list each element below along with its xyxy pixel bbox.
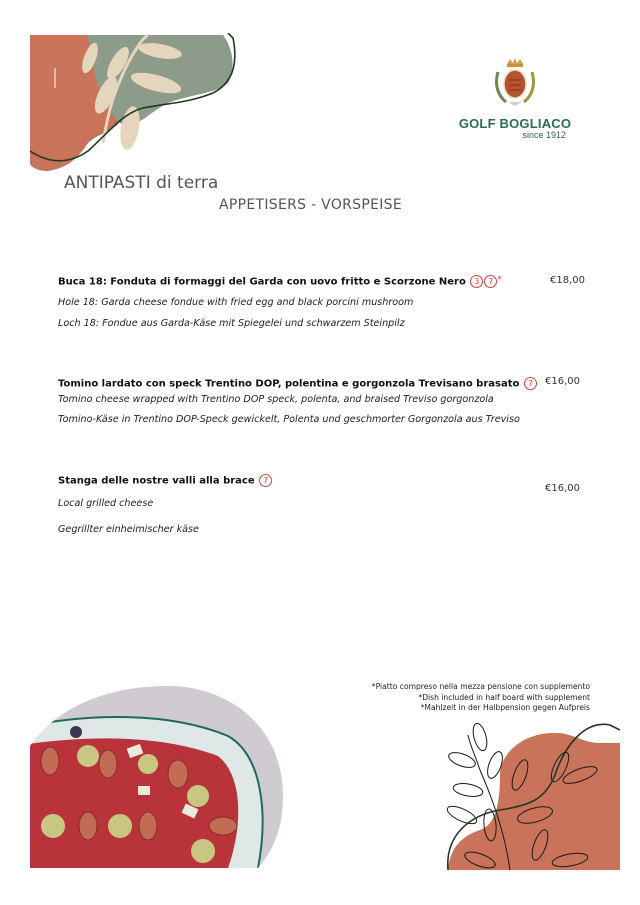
menu-item-desc-de: Tomino-Käse in Trentino DOP-Speck gewickelt, Polenta und geschmorter Gorgonzola aus Treviso (58, 414, 520, 425)
menu-item-desc-en: Hole 18: Garda cheese fondue with fried egg and black porcini mushroom (58, 297, 414, 308)
leaf-outline-decoration-icon (440, 715, 620, 875)
menu-item-name: Tomino lardato con speck Trentino DOP, polentina e gorgonzola Trevisano brasato 7 (58, 377, 537, 390)
brand-since: since 1912 (522, 130, 566, 140)
page-subtitle: APPETISERS - VORSPEISE (219, 197, 403, 213)
leaf-branch-decoration-icon (28, 33, 240, 173)
footnote-it: *Piatto compreso nella mezza pensione con supplemento (371, 682, 590, 691)
allergen-badge: 3 (470, 275, 483, 288)
menu-item-price: €16,00 (545, 483, 580, 494)
menu-item-name: Buca 18: Fonduta di formaggi del Garda con uovo fritto e Scorzone Nero 3 7 * (58, 275, 502, 288)
footnote-de: *Mahlzeit in der Halbpension gegen Aufpreis (420, 703, 590, 712)
menu-item-desc-de: Gegrillter einheimischer käse (58, 524, 199, 535)
menu-item-price: €16,00 (545, 376, 580, 387)
brand-name: GOLF BOGLIACO (458, 116, 572, 131)
allergen-badge: 7 (484, 275, 497, 288)
footnote-en: *Dish included in half board with supplement (418, 692, 590, 702)
menu-item-price: €18,00 (550, 275, 585, 286)
menu-item-name: Stanga delle nostre valli alla brace 7 (58, 474, 272, 487)
allergen-badge: 7 (524, 377, 537, 390)
page-title: ANTIPASTI di terra (64, 173, 219, 193)
half-board-mark: * (497, 275, 502, 285)
crest-icon (492, 58, 538, 108)
allergen-badge: 7 (259, 474, 272, 487)
brand-logo (450, 58, 580, 148)
beef-carpaccio-photo (28, 686, 286, 868)
menu-item-desc-en: Local grilled cheese (58, 498, 154, 509)
menu-item-desc-de: Loch 18: Fondue aus Garda-Käse mit Spiegelei und schwarzem Steinpilz (58, 318, 405, 329)
footnotes (372, 682, 590, 714)
menu-item-desc-en: Tomino cheese wrapped with Trentino DOP speck, polenta, and braised Treviso gorgonzola (58, 394, 494, 405)
